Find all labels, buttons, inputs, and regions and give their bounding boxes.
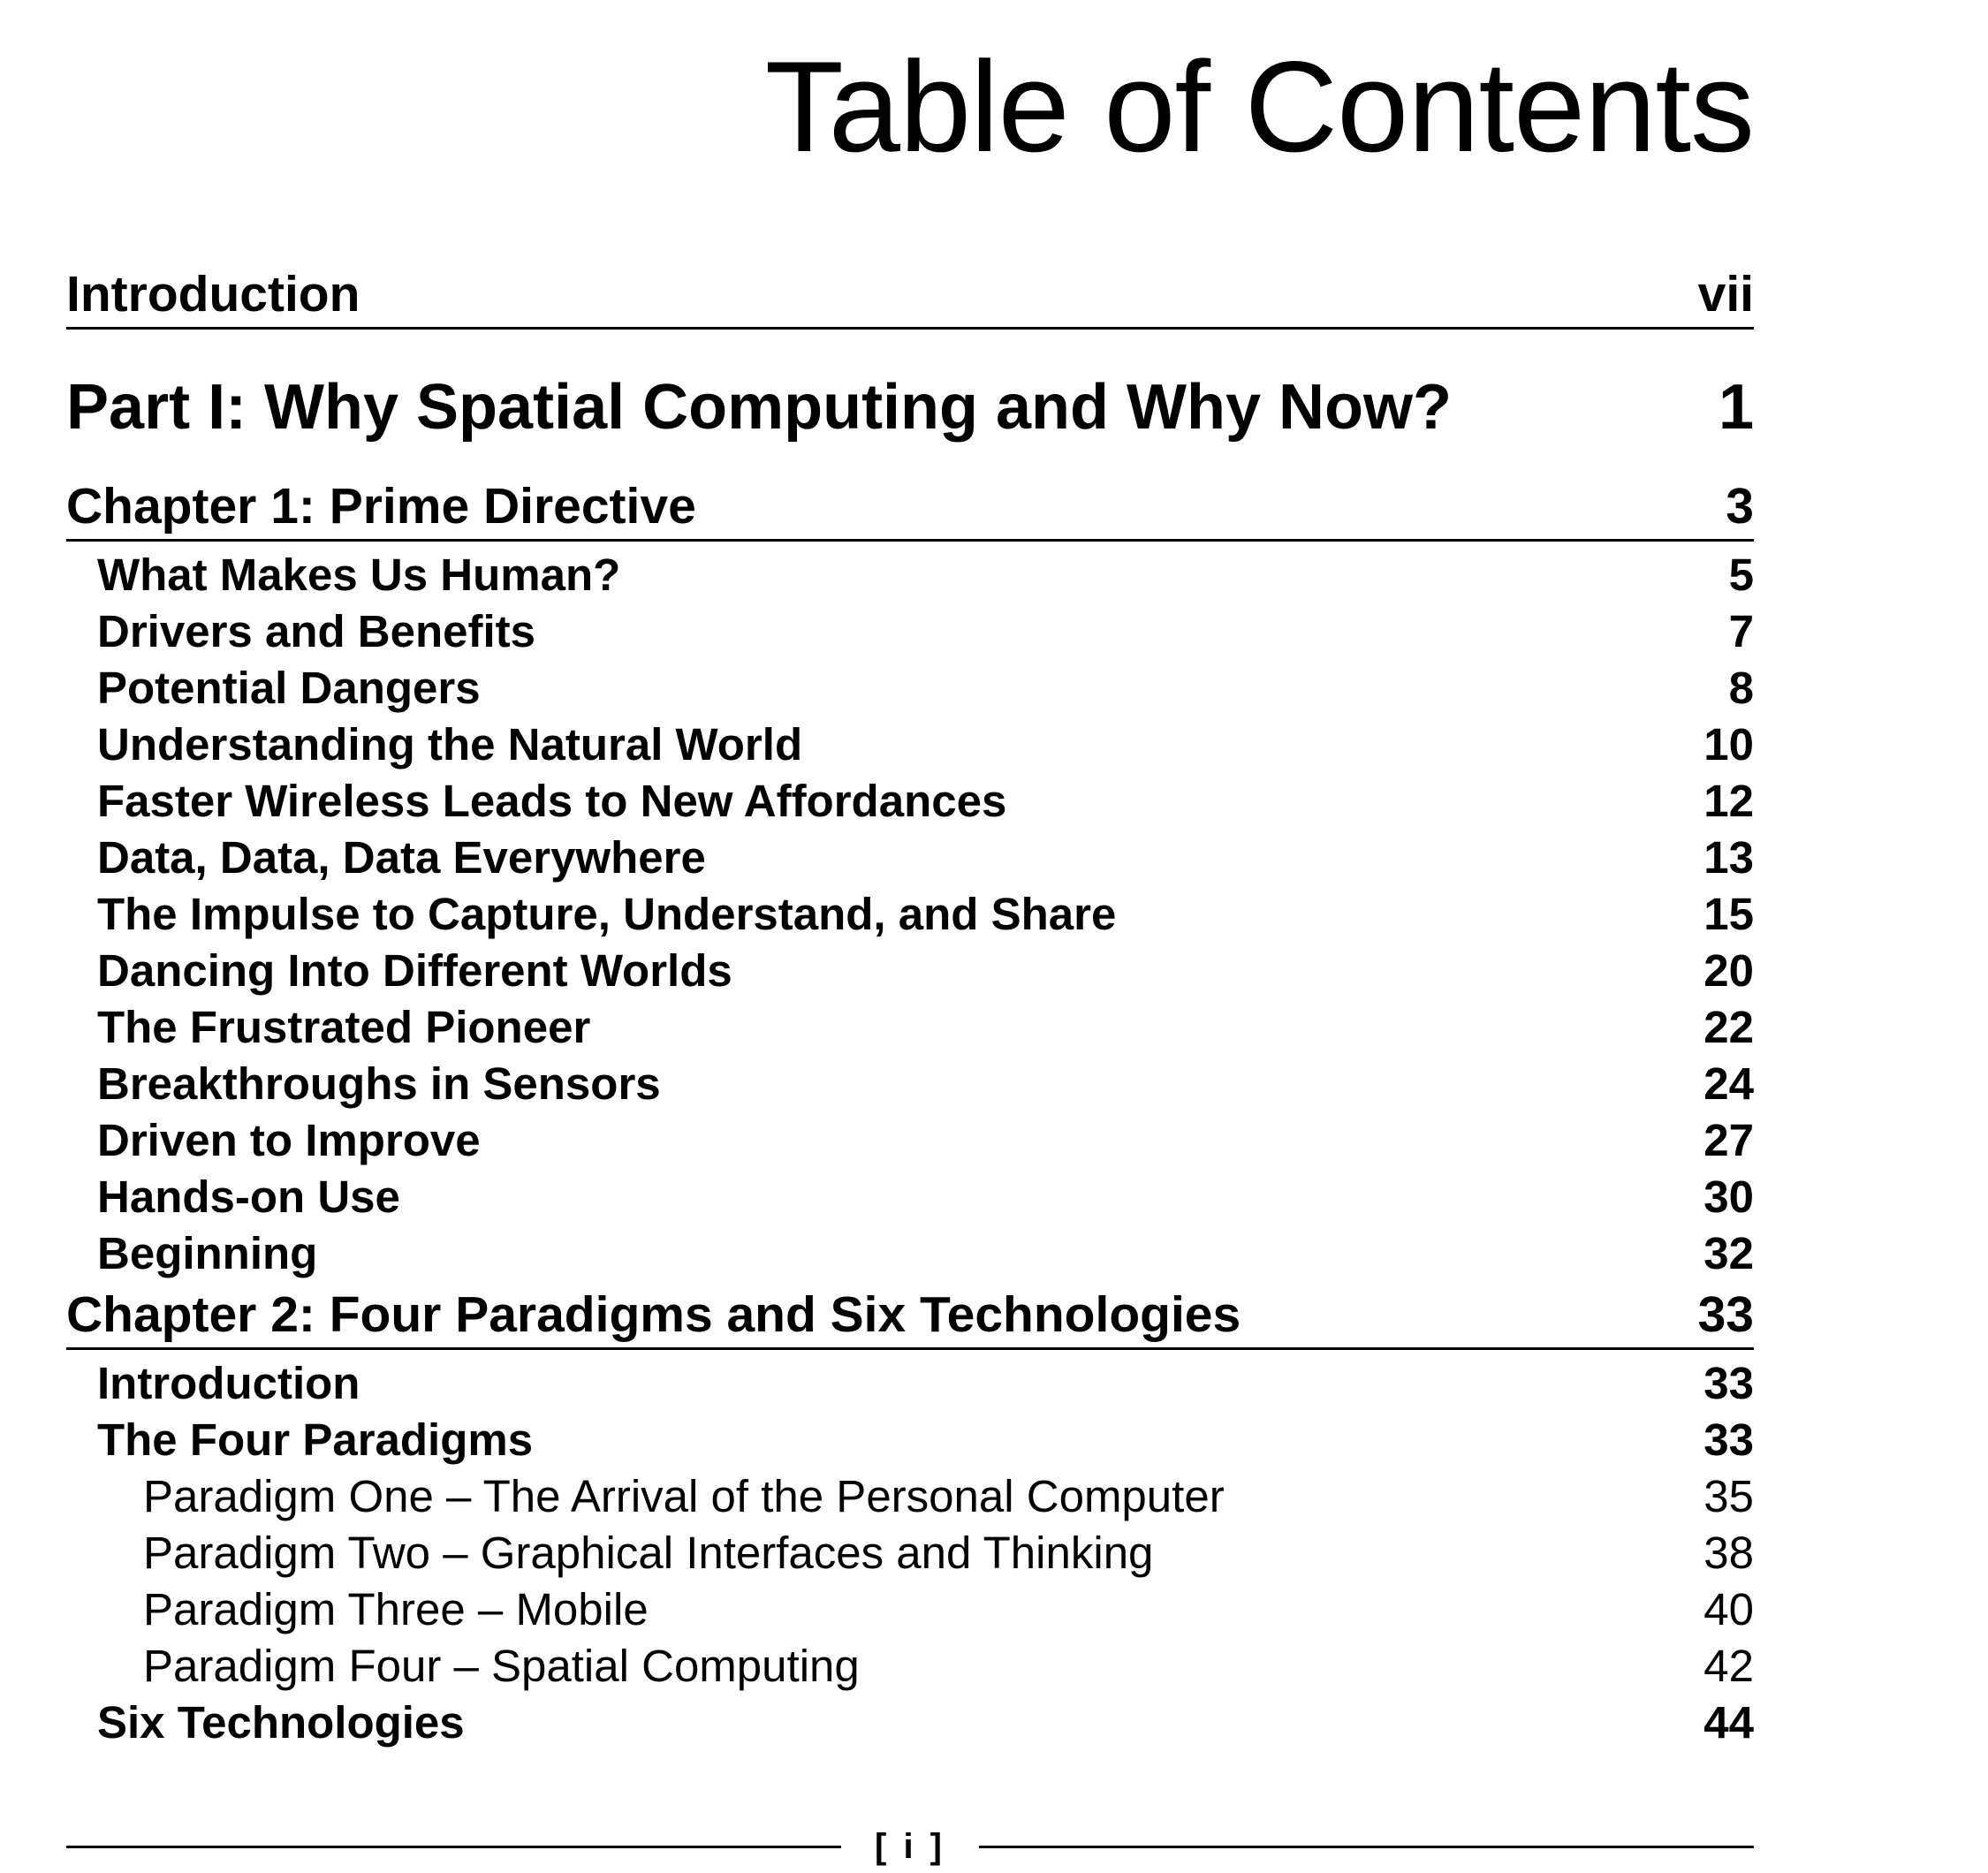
toc-entry-page: 5 <box>1728 550 1754 600</box>
toc-entry-section <box>66 549 1754 601</box>
toc-entry-page: 33 <box>1697 1286 1754 1343</box>
toc-entry-subsection <box>66 1640 1754 1692</box>
toc-entry-page: 44 <box>1703 1697 1754 1748</box>
toc-entry-subsection <box>66 1583 1754 1635</box>
toc-entry-label: Six Technologies <box>97 1697 465 1748</box>
toc-entry-page: 33 <box>1703 1414 1754 1465</box>
page-footer <box>66 1826 1754 1866</box>
toc-entry-label: Faster Wireless Leads to New Affordances <box>97 776 1007 826</box>
toc-entry-subsection <box>66 1470 1754 1522</box>
toc-entry-page: 10 <box>1703 719 1754 770</box>
toc-entry-section <box>66 888 1754 940</box>
toc-entry-label: Hands-on Use <box>97 1172 400 1222</box>
toc-entry-section <box>66 1414 1754 1466</box>
toc-entry-label: Drivers and Benefits <box>97 606 536 656</box>
toc-entry-section <box>66 1696 1754 1748</box>
toc-entry-page: 40 <box>1703 1584 1754 1634</box>
toc-entry-section <box>66 944 1754 997</box>
toc-entry-page: 38 <box>1703 1528 1754 1578</box>
toc-entry-page: 42 <box>1703 1641 1754 1691</box>
toc-entry-label: Data, Data, Data Everywhere <box>97 832 706 883</box>
toc-entry-section <box>66 831 1754 883</box>
toc-entry-section <box>66 1001 1754 1053</box>
toc-entry-page: 35 <box>1703 1471 1754 1521</box>
toc-entry-label: Driven to Improve <box>97 1115 481 1165</box>
toc-entry-label: Beginning <box>97 1228 318 1278</box>
toc-entry-label: Chapter 2: Four Paradigms and Six Technologies <box>66 1286 1241 1343</box>
toc-entry-section <box>66 1357 1754 1409</box>
toc-entry-page: 3 <box>1726 478 1754 535</box>
toc-entry-section <box>66 662 1754 714</box>
toc-entry-label: The Frustrated Pioneer <box>97 1002 591 1052</box>
toc-entry-page: 24 <box>1703 1058 1754 1109</box>
toc-entry-page: 8 <box>1728 663 1754 713</box>
toc-entry-section <box>66 1227 1754 1279</box>
toc-entry-page: 30 <box>1703 1172 1754 1222</box>
toc-entry-label: Introduction <box>97 1358 360 1408</box>
toc-entry-label: Chapter 1: Prime Directive <box>66 478 696 535</box>
toc-entry-page: 7 <box>1728 606 1754 656</box>
footer-rule-left <box>66 1846 841 1848</box>
toc-entry-label: Potential Dangers <box>97 663 481 713</box>
toc-entry-label: Part I: Why Spatial Computing and Why Now? <box>66 372 1452 443</box>
toc-entry-section <box>66 775 1754 827</box>
toc-entry-section <box>66 1058 1754 1110</box>
toc-entry-label: Introduction <box>66 266 360 322</box>
page-title: Table of Contents <box>764 34 1754 178</box>
toc-entry-introduction <box>66 265 1754 330</box>
toc-entry-label: Paradigm Four – Spatial Computing <box>143 1641 860 1691</box>
toc-entry-label: What Makes Us Human? <box>97 550 621 600</box>
toc-entry-page: 1 <box>1718 372 1754 443</box>
toc-entry-page: 22 <box>1703 1002 1754 1052</box>
toc-page <box>66 0 1754 1873</box>
toc-entry-page: 15 <box>1703 889 1754 939</box>
toc-entry-page: 32 <box>1703 1228 1754 1278</box>
page-number: [ i ] <box>875 1826 945 1866</box>
toc-entry-label: The Four Paradigms <box>97 1414 534 1465</box>
toc-entry-label: Understanding the Natural World <box>97 719 803 770</box>
toc-entry-page: 12 <box>1703 776 1754 826</box>
toc-entry-chapter-2 <box>66 1285 1754 1350</box>
toc-entry-page: 33 <box>1703 1358 1754 1408</box>
toc-entry-page: 27 <box>1703 1115 1754 1165</box>
toc-entry-section <box>66 1171 1754 1223</box>
toc-entry-subsection <box>66 1527 1754 1579</box>
toc-entry-label: Paradigm Two – Graphical Interfaces and Thinking <box>143 1528 1154 1578</box>
toc-entry-label: Paradigm One – The Arrival of the Personal Computer <box>143 1471 1225 1521</box>
toc-entry-page: 13 <box>1703 832 1754 883</box>
toc-entry-label: Dancing Into Different Worlds <box>97 945 732 996</box>
toc-entry-section <box>66 605 1754 657</box>
toc-entry-section <box>66 718 1754 770</box>
toc-entry-section <box>66 1114 1754 1166</box>
toc-entry-label: The Impulse to Capture, Understand, and Share <box>97 889 1117 939</box>
toc-entry-label: Breakthroughs in Sensors <box>97 1058 661 1109</box>
toc-entry-page: vii <box>1697 266 1754 322</box>
toc-entry-part-1 <box>66 371 1754 444</box>
footer-rule-right <box>979 1846 1754 1848</box>
toc-entry-page: 20 <box>1703 945 1754 996</box>
toc-entry-chapter-1 <box>66 477 1754 542</box>
toc-entry-label: Paradigm Three – Mobile <box>143 1584 649 1634</box>
